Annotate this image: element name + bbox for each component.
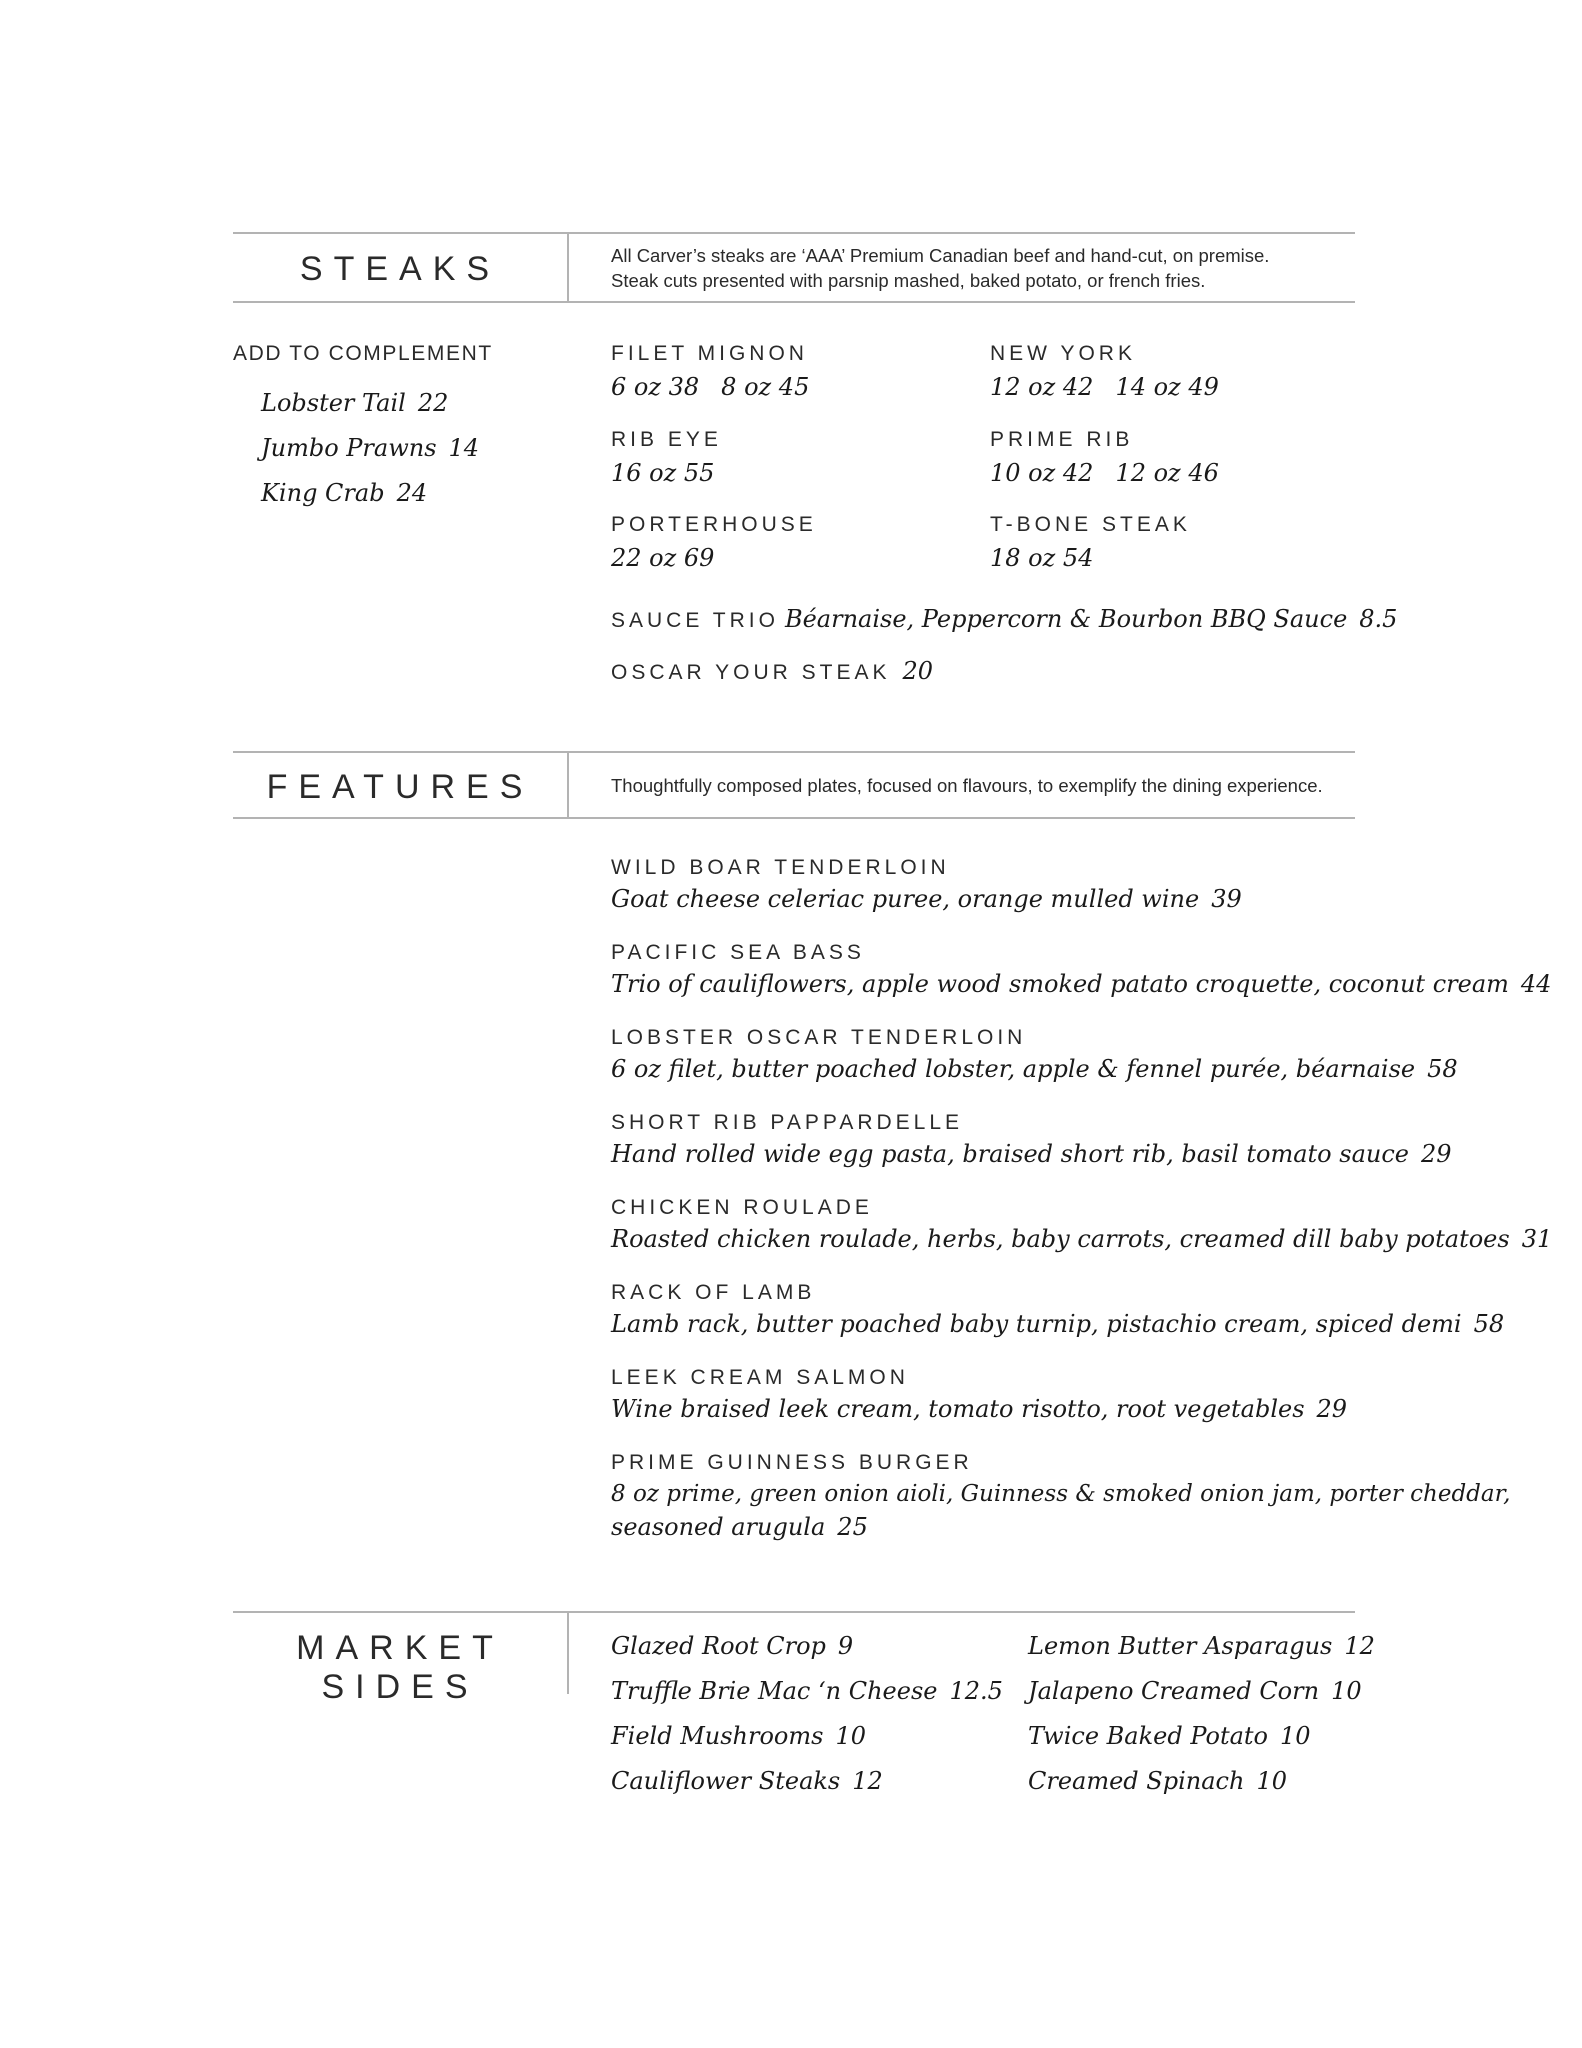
- complement-item: [261, 433, 479, 463]
- feature-item: [611, 1195, 1552, 1280]
- feature-desc: [611, 884, 1552, 914]
- features-divider: [567, 751, 569, 818]
- sides-title-line1: MARKET: [296, 1629, 504, 1667]
- feature-desc-text: Trio of cauliflowers, apple wood smoked patato croquette, coconut cream: [611, 970, 1509, 998]
- steaks-bottom-rule: [233, 301, 1355, 303]
- feature-name: LOBSTER OSCAR TENDERLOIN: [611, 1026, 1027, 1049]
- steak-cut-name: FILET MIGNON: [611, 342, 808, 365]
- sides-top-rule: [233, 1611, 1355, 1613]
- side-price: 10: [1331, 1677, 1362, 1705]
- feature-desc: [611, 1139, 1552, 1169]
- features-top-rule: [233, 751, 1355, 753]
- complement-heading: ADD TO COMPLEMENT: [233, 342, 493, 365]
- steak-cut-sizes: [611, 372, 809, 402]
- steaks-desc-line2: Steak cuts presented with parsnip mashed, baked potato, or french fries.: [611, 270, 1206, 291]
- feature-price: 44: [1520, 970, 1552, 998]
- feature-price: 58: [1473, 1310, 1505, 1338]
- side-price: 9: [837, 1632, 854, 1660]
- complement-item-name: King Crab: [261, 479, 385, 507]
- feature-item: [611, 855, 1552, 940]
- steaks-top-rule: [233, 232, 1355, 234]
- sides-divider: [567, 1611, 569, 1694]
- features-bottom-rule: [233, 817, 1355, 819]
- steak-cut-size: 10 oz 42: [990, 459, 1094, 487]
- steak-cut-size: 18 oz 54: [990, 544, 1094, 572]
- sides-left-column: [611, 1631, 1003, 1811]
- feature-price: 31: [1521, 1225, 1553, 1253]
- steak-cut-name: PRIME RIB: [990, 428, 1134, 451]
- feature-name: RACK OF LAMB: [611, 1281, 816, 1304]
- feature-desc: [611, 1309, 1552, 1339]
- side-price: 12: [1344, 1632, 1375, 1660]
- feature-name: PACIFIC SEA BASS: [611, 941, 865, 964]
- side-price: 10: [1256, 1767, 1287, 1795]
- feature-price: 39: [1211, 885, 1242, 913]
- side-item: [1028, 1721, 1375, 1766]
- complement-item-price: 14: [448, 434, 480, 462]
- side-item: [1028, 1676, 1375, 1721]
- side-item: [611, 1721, 1003, 1766]
- steaks-divider: [567, 232, 569, 302]
- steak-cut-size: 12 oz 46: [1115, 459, 1219, 487]
- steak-cut-name: T-BONE STEAK: [990, 513, 1191, 536]
- sauce-trio-detail: Béarnaise, Peppercorn & Bourbon BBQ Sauce: [784, 605, 1348, 633]
- steak-cut-sizes: [611, 458, 714, 488]
- steak-cut-sizes: [611, 543, 714, 573]
- oscar-your-steak: [611, 656, 933, 686]
- feature-price: 25: [837, 1513, 868, 1541]
- side-name: Twice Baked Potato: [1028, 1722, 1268, 1750]
- feature-desc: [611, 1054, 1552, 1084]
- side-item: [1028, 1631, 1375, 1676]
- steak-cut-name: NEW YORK: [990, 342, 1136, 365]
- side-name: Creamed Spinach: [1028, 1767, 1245, 1795]
- complement-item: [261, 388, 448, 418]
- feature-item-burger: [611, 1450, 1552, 1542]
- steak-cut-size: 8 oz 45: [721, 373, 810, 401]
- oscar-price: 20: [902, 657, 934, 685]
- feature-item: [611, 1110, 1552, 1195]
- complement-item-name: Jumbo Prawns: [261, 434, 437, 462]
- side-price: 10: [835, 1722, 866, 1750]
- steaks-desc-line1: All Carver’s steaks are ‘AAA’ Premium Canadian beef and hand-cut, on premise.: [611, 245, 1270, 266]
- feature-name: SHORT RIB PAPPARDELLE: [611, 1111, 964, 1134]
- feature-price: 29: [1420, 1140, 1452, 1168]
- feature-item: [611, 1280, 1552, 1365]
- side-name: Truffle Brie Mac ‘n Cheese: [611, 1677, 938, 1705]
- steak-cut-name: RIB EYE: [611, 428, 722, 451]
- complement-item-price: 24: [396, 479, 428, 507]
- features-title: FEATURES: [266, 768, 534, 806]
- feature-name: LEEK CREAM SALMON: [611, 1366, 909, 1389]
- steak-cut-size: 12 oz 42: [990, 373, 1094, 401]
- feature-desc-text: Goat cheese celeriac puree, orange mulled wine: [611, 885, 1200, 913]
- complement-item: [261, 478, 427, 508]
- side-name: Field Mushrooms: [611, 1722, 824, 1750]
- complement-item-price: 22: [417, 389, 449, 417]
- feature-price: 58: [1427, 1055, 1458, 1083]
- feature-name: PRIME GUINNESS BURGER: [611, 1451, 973, 1474]
- side-price: 10: [1280, 1722, 1311, 1750]
- feature-item: [611, 1025, 1552, 1110]
- sides-title-line2: SIDES: [321, 1668, 479, 1706]
- feature-desc: 8 oz prime, green onion aioli, Guinness & smoked onion jam, porter cheddar,: [611, 1481, 1511, 1507]
- side-price: 12.5: [949, 1677, 1003, 1705]
- feature-desc: [611, 1394, 1552, 1424]
- side-price: 12: [852, 1767, 883, 1795]
- steak-cut-sizes: [990, 458, 1219, 488]
- sides-right-column: [1028, 1631, 1375, 1811]
- feature-desc-text: Hand rolled wide egg pasta, braised short rib, basil tomato sauce: [611, 1140, 1409, 1168]
- steak-cut-size: 22 oz 69: [611, 544, 715, 572]
- steak-cut-size: 14 oz 49: [1115, 373, 1219, 401]
- feature-desc-text: Roasted chicken roulade, herbs, baby carrots, creamed dill baby potatoes: [611, 1225, 1510, 1253]
- feature-desc-text: Wine braised leek cream, tomato risotto, root vegetables: [611, 1395, 1305, 1423]
- features-desc: Thoughtfully composed plates, focused on flavours, to exemplify the dining experience.: [611, 775, 1323, 796]
- feature-desc: [611, 1512, 1552, 1542]
- feature-desc: [611, 969, 1552, 999]
- feature-price: 29: [1316, 1395, 1348, 1423]
- side-item: [611, 1766, 1003, 1811]
- complement-item-name: Lobster Tail: [261, 389, 406, 417]
- sauce-trio: [611, 604, 1397, 634]
- feature-desc-text: seasoned arugula: [611, 1513, 826, 1541]
- feature-item: [611, 1365, 1552, 1450]
- steaks-title: STEAKS: [299, 250, 501, 288]
- side-name: Glazed Root Crop: [611, 1632, 826, 1660]
- side-name: Cauliflower Steaks: [611, 1767, 841, 1795]
- side-item: [611, 1631, 1003, 1676]
- oscar-label: OSCAR YOUR STEAK: [611, 661, 891, 684]
- side-item: [1028, 1766, 1375, 1811]
- sauce-trio-price: 8.5: [1359, 605, 1398, 633]
- side-name: Jalapeno Creamed Corn: [1028, 1677, 1320, 1705]
- steak-cut-size: 16 oz 55: [611, 459, 715, 487]
- feature-name: WILD BOAR TENDERLOIN: [611, 856, 950, 879]
- feature-item: [611, 940, 1552, 1025]
- steak-cut-sizes: [990, 372, 1219, 402]
- side-item: [611, 1676, 1003, 1721]
- steak-cut-sizes: [990, 543, 1093, 573]
- feature-name: CHICKEN ROULADE: [611, 1196, 873, 1219]
- feature-list: [611, 855, 1552, 1542]
- steak-cut-size: 6 oz 38: [611, 373, 700, 401]
- sauce-trio-label: SAUCE TRIO: [611, 609, 779, 632]
- feature-desc: [611, 1224, 1552, 1254]
- steak-cut-name: PORTERHOUSE: [611, 513, 817, 536]
- feature-desc-text: Lamb rack, butter poached baby turnip, pistachio cream, spiced demi: [611, 1310, 1462, 1338]
- feature-desc-text: 6 oz filet, butter poached lobster, apple & fennel purée, béarnaise: [611, 1055, 1416, 1083]
- side-name: Lemon Butter Asparagus: [1028, 1632, 1333, 1660]
